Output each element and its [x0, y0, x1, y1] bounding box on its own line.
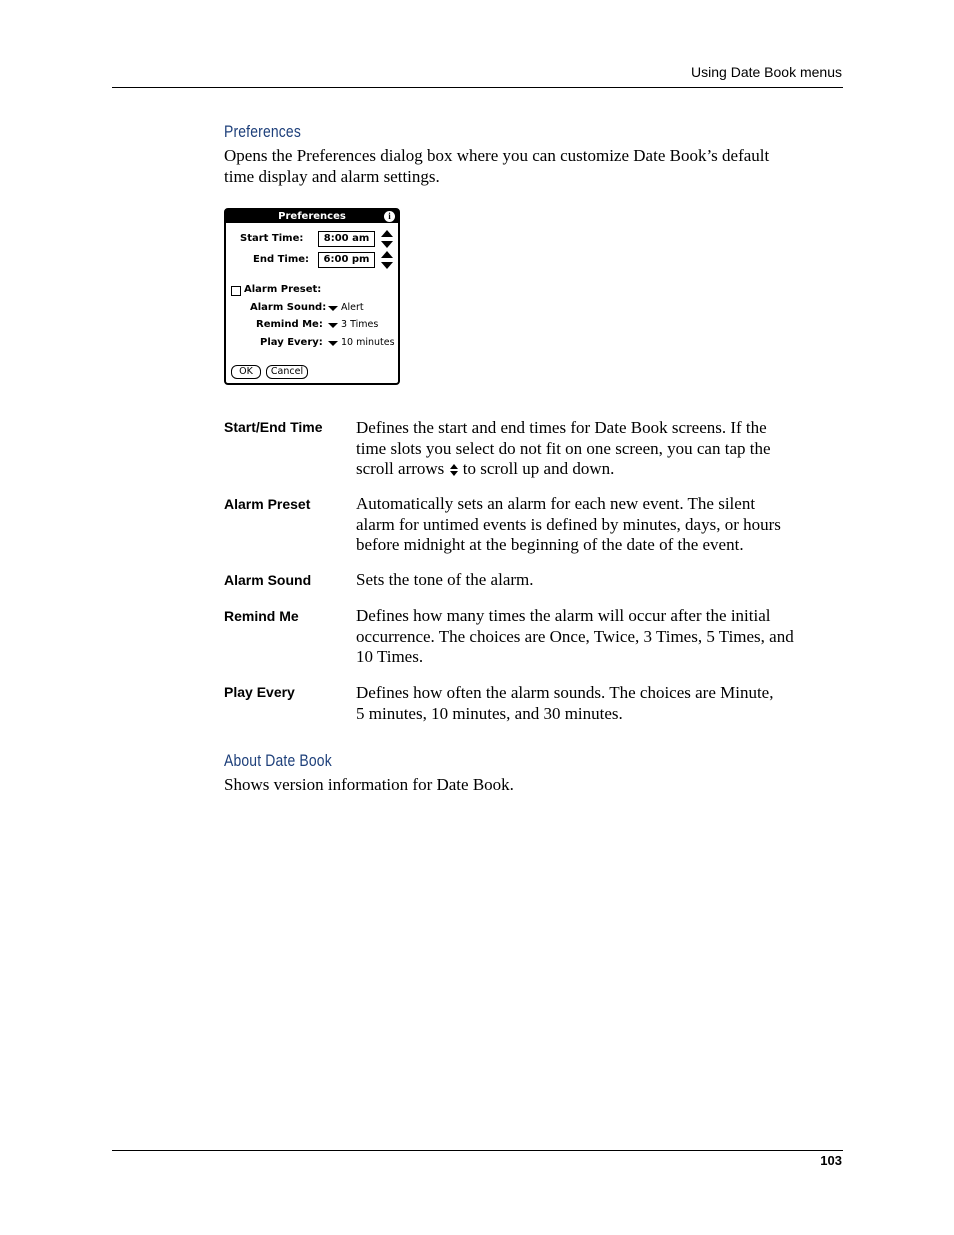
info-icon[interactable]: i: [384, 211, 395, 222]
start-time-field[interactable]: 8:00 am: [318, 231, 375, 247]
ok-button[interactable]: OK: [231, 365, 261, 379]
page-number: 103: [820, 1153, 842, 1168]
alarm-preset-label: Alarm Preset:: [244, 284, 322, 295]
scroll-arrows-icon: [449, 463, 459, 477]
footer-rule: [112, 1150, 843, 1151]
definition-remind-me: [356, 606, 836, 668]
definition-start-end-time: [356, 418, 836, 480]
alarm-sound-label: Alarm Sound:: [250, 302, 327, 313]
preferences-intro: [224, 146, 834, 187]
end-time-scroll-arrows-icon[interactable]: [380, 250, 394, 270]
remind-me-label: Remind Me:: [256, 319, 323, 330]
play-every-value[interactable]: 10 minutes: [341, 337, 395, 348]
definition-line: alarm for untimed events is defined by minutes, days, or hours: [356, 514, 781, 534]
alarm-preset-checkbox[interactable]: [231, 286, 241, 296]
term-alarm-preset: Alarm Preset: [224, 496, 311, 512]
definition-line: Automatically sets an alarm for each new event. The silent: [356, 494, 756, 513]
preferences-intro-line-1: Opens the Preferences dialog box where you can customize Date Book’s default: [224, 146, 770, 165]
dialog-title: Preferences: [278, 211, 346, 222]
definition-line: [356, 459, 836, 480]
dialog-title-bar: [226, 210, 398, 223]
definition-line: 10 Times.: [356, 647, 424, 666]
start-time-scroll-arrows-icon[interactable]: [380, 229, 394, 249]
term-remind-me: Remind Me: [224, 608, 299, 624]
about-heading: About Date Book: [224, 751, 332, 770]
remind-me-value[interactable]: 3 Times: [341, 319, 379, 330]
definition-alarm-preset: [356, 494, 836, 556]
end-time-label: End Time:: [253, 254, 310, 265]
definition-line: occurrence. The choices are Once, Twice, 3 Times, 5 Times, and: [356, 626, 794, 646]
definition-text: scroll arrows: [356, 459, 445, 478]
term-start-end-time: Start/End Time: [224, 419, 323, 435]
definition-line: Defines how many times the alarm will occur after the initial: [356, 606, 771, 625]
alarm-sound-value[interactable]: Alert: [341, 302, 364, 313]
term-alarm-sound: Alarm Sound: [224, 572, 312, 588]
end-time-field[interactable]: 6:00 pm: [318, 252, 375, 268]
term-play-every: Play Every: [224, 684, 295, 700]
definition-text: to scroll up and down.: [462, 459, 615, 478]
definition-line: before midnight at the beginning of the date of the event.: [356, 535, 744, 554]
cancel-button[interactable]: Cancel: [266, 365, 308, 379]
play-every-dropdown-icon[interactable]: [328, 341, 338, 346]
start-time-label: Start Time:: [240, 233, 304, 244]
remind-me-dropdown-icon[interactable]: [328, 323, 338, 328]
about-text: Shows version information for Date Book.: [224, 775, 514, 794]
definition-alarm-sound: [356, 570, 836, 591]
definition-line: Sets the tone of the alarm.: [356, 570, 534, 589]
definition-line: Defines how often the alarm sounds. The choices are Minute,: [356, 683, 774, 702]
play-every-label: Play Every:: [260, 337, 323, 348]
definition-line: time slots you select do not fit on one screen, you can tap the: [356, 438, 771, 458]
definition-line: Defines the start and end times for Date Book screens. If the: [356, 418, 767, 437]
running-header: Using Date Book menus: [691, 64, 842, 80]
preferences-intro-line-2: time display and alarm settings.: [224, 166, 440, 186]
alarm-sound-dropdown-icon[interactable]: [328, 306, 338, 311]
definition-line: 5 minutes, 10 minutes, and 30 minutes.: [356, 703, 623, 723]
definition-play-every: [356, 683, 836, 724]
preferences-heading: Preferences: [224, 122, 301, 141]
preferences-dialog: [224, 208, 400, 385]
header-rule: [112, 87, 843, 88]
